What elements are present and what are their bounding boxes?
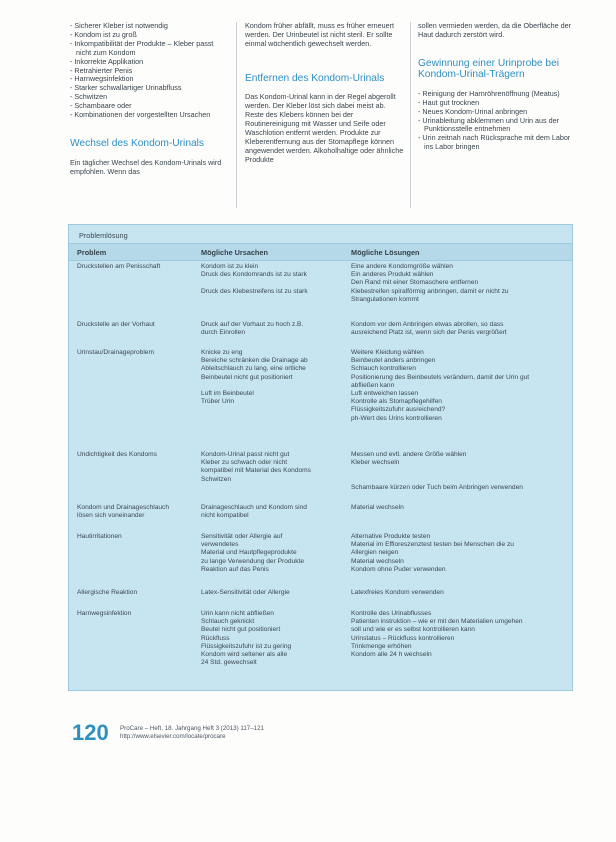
- cell-line: Druck des Kondomrands ist zu stark: [201, 271, 307, 279]
- causes-cell: [201, 610, 343, 667]
- list-item: - Urin zeitnah nach Rücksprache mit dem Labor ins Labor bringen: [418, 134, 578, 152]
- cell-line: Druckstellen am Penisschaft: [77, 263, 161, 270]
- cell-line: Schwitzen: [201, 475, 232, 483]
- cell-line: Ableitschlauch zu lang, eine ortliche: [201, 365, 306, 373]
- cell-line: Schlauch kontrollieren: [351, 365, 416, 373]
- page-number: 120: [72, 720, 109, 745]
- cell-line: Flüssigkeitszufuhr ausreichend?: [351, 406, 446, 414]
- text-column-3: [418, 22, 578, 152]
- text-column-1: [70, 22, 230, 177]
- cell-line: Urinstau/Drainageproblem: [77, 349, 154, 356]
- problem-cell: [77, 451, 195, 459]
- causes-cell: [201, 451, 343, 484]
- cell-line: Trüber Urin: [201, 398, 235, 406]
- table-header: [69, 243, 572, 261]
- causes-cell: [201, 504, 343, 520]
- cell-line: [351, 476, 565, 484]
- cell-line: Allergien neigen: [351, 549, 399, 557]
- cell-line: Druck auf der Vorhaut zu hoch z.B.: [201, 321, 304, 328]
- solutions-cell: [351, 504, 565, 512]
- problem-cell: [77, 589, 195, 597]
- footer-meta: [120, 725, 264, 740]
- cell-line: Material im Effloreszenztest testen bei Menschen die zu: [351, 541, 514, 549]
- cell-line: Kondom und Drainageschlauch: [77, 504, 170, 511]
- cell-line: Kontrolle des Urinabflusses: [351, 610, 432, 617]
- cell-line: Material wechseln: [351, 557, 404, 565]
- cell-line: Rückfluss: [201, 634, 230, 642]
- cell-line: Kondom alle 24 h wechseln: [351, 651, 432, 659]
- cell-line: Drainageschlauch und Kondom sind: [201, 504, 307, 511]
- list-item: - Sicherer Kleber ist notwendig: [70, 22, 230, 31]
- cell-line: durch Einrollen: [201, 329, 245, 337]
- cell-line: Bereiche schränken die Drainage ab: [201, 357, 308, 365]
- list-item: - Inkompatibilität der Produkte – Kleber passt nicht zum Kondom: [70, 40, 230, 58]
- cell-line: Urinstatus – Rückfluss kontrollieren: [351, 634, 455, 642]
- solutions-cell: [351, 589, 565, 597]
- cell-line: Latexfreies Kondom verwenden: [351, 589, 444, 596]
- list-item: - Neues Kondom-Urinal anbringen: [418, 108, 578, 117]
- cell-line: Harnwegsinfektion: [77, 610, 132, 617]
- section-heading-urinprobe: Gewinnung einer Urinprobe bei Kondom-Urinal-Trägern: [418, 57, 560, 81]
- cell-line: Kleber zu schwach oder nicht: [201, 459, 288, 467]
- problem-solution-table: [68, 224, 573, 691]
- header-causes: Mögliche Ursachen: [201, 248, 268, 257]
- cell-line: abfließen kann: [351, 381, 395, 389]
- cell-line: Reaktion auf das Penis: [201, 565, 269, 573]
- citation: ProCare – Heft, 18. Jahrgang Heft 3 (2013) 117–121: [120, 725, 265, 732]
- cell-line: Allergische Reaktion: [77, 589, 138, 596]
- solutions-cell: [351, 321, 565, 337]
- cell-line: Klebestreifen spiralförmig anbringen, damit er nicht zu: [351, 287, 509, 295]
- urinprobe-steps: [418, 90, 578, 152]
- cell-line: Kontrolle als Stomapflegehilfen: [351, 398, 442, 406]
- causes-cell: [201, 321, 343, 337]
- list-item: - Schwitzen: [70, 93, 230, 102]
- problem-cell: [77, 349, 195, 357]
- list-item: - Inkorrekte Applikation: [70, 58, 230, 67]
- cell-line: 24 Std. gewechselt: [201, 659, 257, 667]
- problem-cell: [77, 321, 195, 329]
- cell-line: Alternative Produkte testen: [351, 533, 431, 540]
- cell-line: Urin kann nicht abfließen: [201, 610, 274, 617]
- cell-line: [201, 279, 343, 287]
- cell-line: Kondom ist zu klein: [201, 263, 259, 270]
- header-problem: Problem: [77, 248, 107, 257]
- cell-line: Material und Hautpflegeprodukte: [201, 549, 297, 557]
- cell-line: Druckstelle an der Vorhaut: [77, 321, 155, 328]
- header-solutions: Mögliche Lösungen: [351, 248, 420, 257]
- cell-line: Strangulationen kommt: [351, 295, 419, 303]
- causes-cell: [201, 533, 343, 574]
- list-item: - Starker schwallartiger Urinabfluss: [70, 84, 230, 93]
- cell-line: Positionierung des Beinbeutels verändern, damit der Urin gut: [351, 373, 530, 381]
- solutions-cell: [351, 263, 565, 304]
- cell-line: [201, 382, 343, 390]
- cell-line: zu lange Verwendung der Produkte: [201, 557, 305, 565]
- cell-line: Kondom wird seltener als alle: [201, 651, 288, 659]
- problem-cell: [77, 263, 195, 271]
- list-item: - Schambaare oder: [70, 102, 230, 111]
- cell-line: Druck des Klebestreifens ist zu stark: [201, 287, 308, 295]
- problem-cell: [77, 533, 195, 541]
- journal-url[interactable]: http://www.elsevier.com/locate/procare: [120, 732, 226, 740]
- cell-line: soll und wie er es selbst kontrollieren kann: [351, 626, 475, 634]
- cell-line: Trinkmenge erhöhen: [351, 642, 412, 650]
- cell-line: Ein anderes Produkt wählen: [351, 271, 434, 279]
- cell-line: nicht kompatibel: [201, 512, 249, 520]
- paragraph-urinbeutel: Kondom früher abfällt, muss es früher erneuert werden. Der Urinbeutel ist nicht steril. Er sollte einmal wöchentlich gewechselt werden.: [245, 21, 395, 48]
- causes-cell: [201, 349, 343, 406]
- cell-line: Messen und evtl. andere Größe wählen: [351, 451, 467, 458]
- table-title: Problemlösung: [79, 231, 128, 240]
- cell-line: [351, 467, 565, 475]
- cell-line: Luft entweichen lassen: [351, 390, 419, 398]
- cell-line: Weitere Kleidung wählen: [351, 349, 424, 356]
- section-heading-entfernen: Entfernen des Kondom-Urinals: [245, 72, 385, 84]
- cell-line: Hautirritationen: [77, 533, 122, 540]
- cell-line: Sensitivität oder Allergie auf: [201, 533, 283, 540]
- list-item: - Kondom ist zu groß: [70, 31, 230, 40]
- cell-line: ph-Wert des Urins kontrollieren: [351, 414, 442, 422]
- cell-line: Kondom vor dem Anbringen etwas abrollen, so dass: [351, 321, 504, 328]
- cell-line: Patienten instruktion – wie er mit den Materialien umgehen: [351, 618, 523, 626]
- paragraph-entfernen: Das Kondom-Urinal kann in der Regel abgerollt werden. Der Kleber löst sich dabei meist ab. Reste des Klebers können bei der Routinereinigung mit Wasser und Seife oder Waschlotion entfernt werden. Produkte zur Kleberentfernung aus der Stomapflege können angewendet werden. Alkoholhaltige oder ähnliche Produkte: [245, 92, 404, 164]
- cell-line: Flüssigkeitszufuhr ist zu gering: [201, 642, 292, 650]
- paragraph-wechsel: Ein täglicher Wechsel des Kondom-Urinals wird empfohlen. Wenn das: [70, 158, 222, 177]
- solutions-cell: [351, 610, 565, 659]
- solutions-cell: [351, 451, 565, 492]
- cell-line: Beinbeutel nicht gut positioniert: [201, 373, 293, 381]
- text-column-2: [245, 22, 405, 164]
- solutions-cell: [351, 533, 565, 574]
- column-divider: [410, 22, 411, 208]
- cell-line: Eine andere Kondomgröße wählen: [351, 263, 453, 270]
- list-item: - Urinableitung abklemmen und Urin aus der Punktionsstelle entnehmen: [418, 117, 578, 135]
- cell-line: verwendetes: [201, 541, 239, 549]
- cell-line: Kleber wechseln: [351, 459, 400, 467]
- solutions-cell: [351, 349, 565, 423]
- cell-line: Beinbeutel anders anbringen: [351, 357, 436, 365]
- column-divider: [236, 22, 237, 208]
- cell-line: Beutel nicht gut positioniert: [201, 626, 281, 634]
- section-heading-wechsel: Wechsel des Kondom-Urinals: [70, 137, 205, 149]
- problem-cell: [77, 610, 195, 618]
- cell-line: Schambaare kürzen oder Tuch beim Anbringen verwenden: [351, 483, 523, 491]
- list-item: - Kombinationen der vorgestellten Ursachen: [70, 111, 230, 120]
- cause-list: [70, 22, 230, 120]
- list-item: - Reinigung der Harnröhrenöffnung (Meatus): [418, 90, 578, 99]
- cell-line: Undichtigkeit des Kondoms: [77, 451, 157, 458]
- problem-cell: [77, 504, 195, 520]
- causes-cell: [201, 589, 343, 597]
- cell-line: Material wechseln: [351, 504, 404, 511]
- cell-line: Schlauch geknickt: [201, 618, 255, 626]
- causes-cell: [201, 263, 343, 296]
- cell-line: Latex-Sensitivität oder Allergie: [201, 589, 290, 596]
- cell-line: Luft im Beinbeutel: [201, 390, 254, 397]
- list-item: - Harnwegsinfektion: [70, 75, 230, 84]
- cell-line: Kondom ohne Puder verwenden: [351, 565, 446, 573]
- list-item: - Haut gut trocknen: [418, 99, 578, 108]
- cell-line: Kondom-Urinal passt nicht gut: [201, 451, 290, 458]
- cell-line: ausreichend Platz ist, wenn sich der Penis vergrößert: [351, 329, 507, 337]
- cell-line: Knicke zu eng: [201, 349, 243, 356]
- cell-line: lösen sich voneinander: [77, 512, 145, 520]
- cell-line: kompatibel mit Material des Kondoms: [201, 467, 311, 475]
- cell-line: Den Rand mit einer Stomaschere entfernen: [351, 279, 479, 287]
- list-item: - Retrahierter Penis: [70, 67, 230, 76]
- paragraph-haut: sollen vermieden werden, da die Oberfläche der Haut dadurch zerstört wird.: [418, 21, 572, 39]
